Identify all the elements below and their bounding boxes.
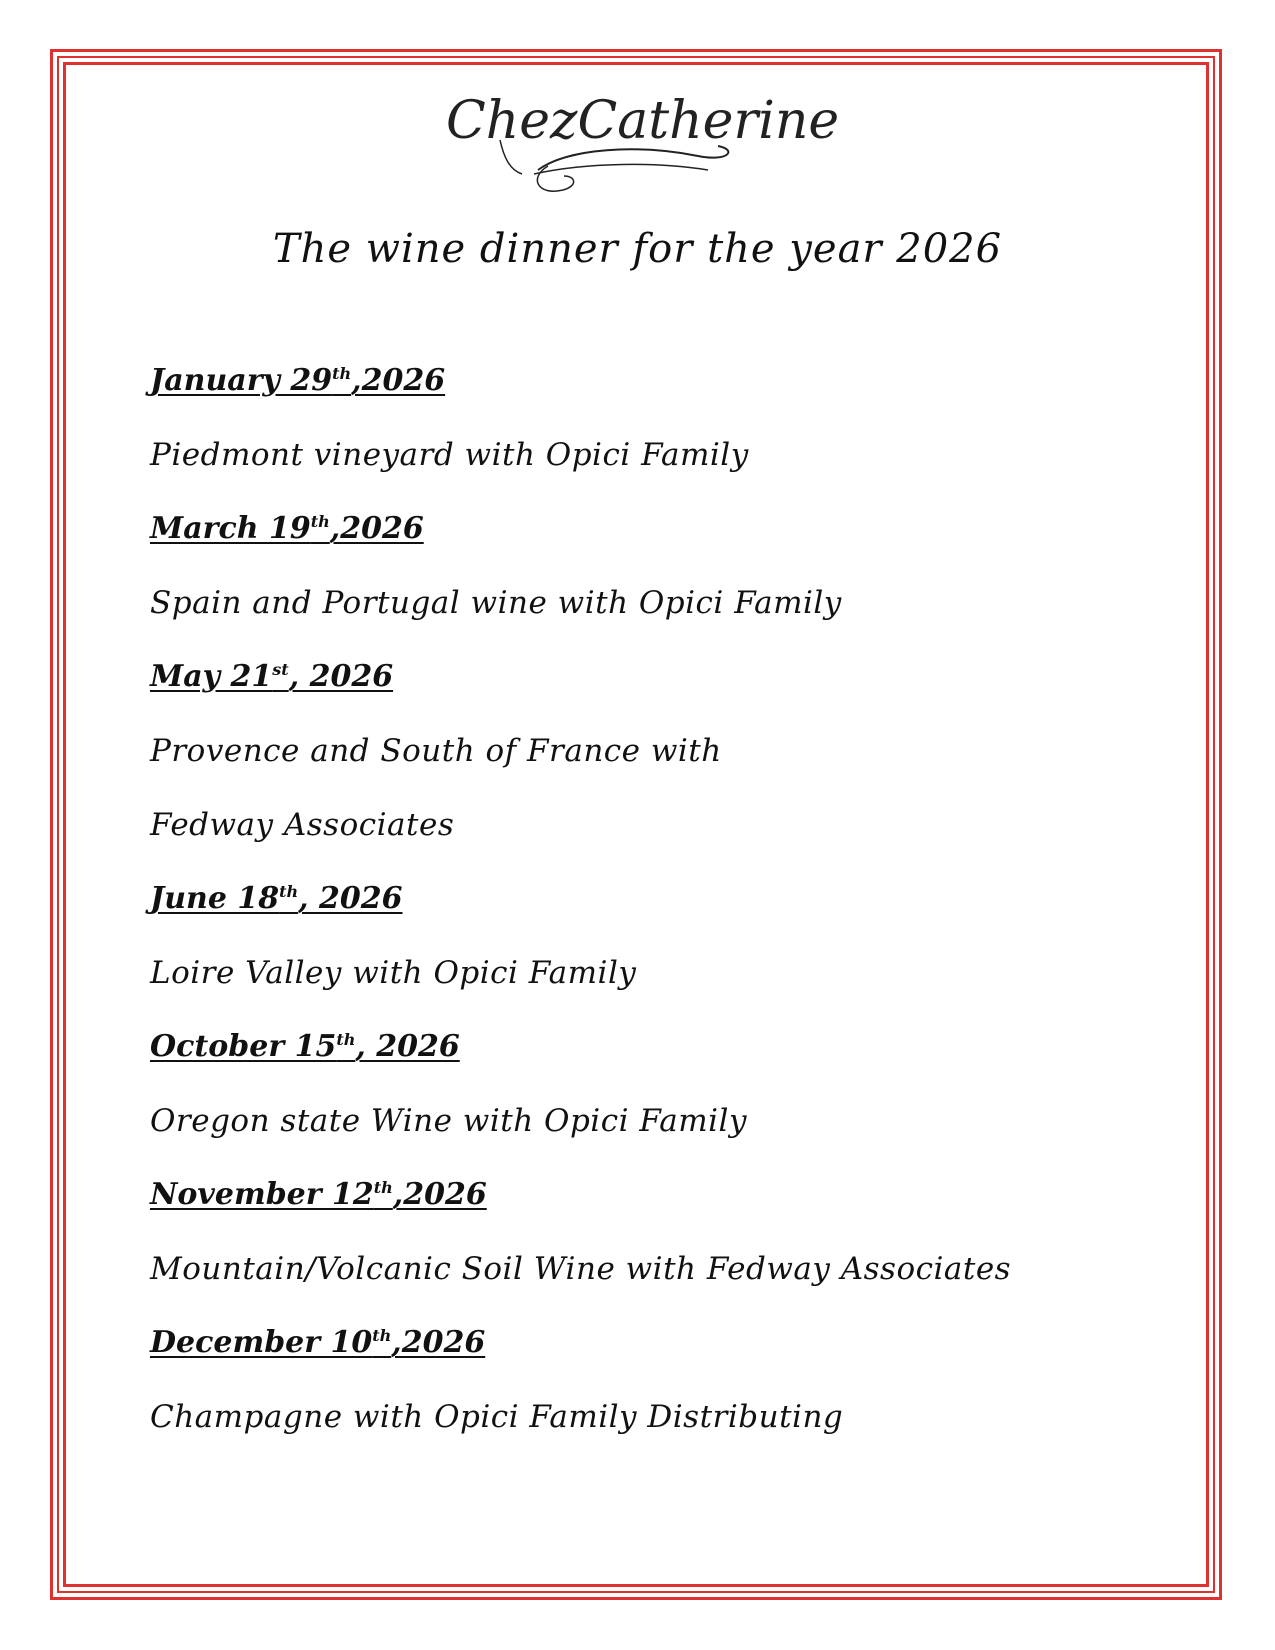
- page-title: The wine dinner for the year 2026: [272, 226, 1003, 272]
- event-description: Piedmont vineyard with Opici Family: [150, 437, 749, 473]
- event-date-text: [150, 1325, 485, 1360]
- event-date-main: October 15: [150, 1029, 337, 1064]
- wine-dinner-list: [150, 362, 1170, 1472]
- event-date: [150, 1176, 1170, 1214]
- event-date-text: [150, 363, 445, 398]
- event-date-year: ,2026: [351, 363, 446, 398]
- event-description: Loire Valley with Opici Family: [150, 955, 637, 991]
- logo-flourish-middle: [534, 164, 708, 174]
- event-date: [150, 1324, 1170, 1362]
- event-date-year: , 2026: [355, 1029, 460, 1064]
- event-date-suffix: th: [336, 1030, 356, 1049]
- event-date: [150, 658, 1170, 696]
- event-date-main: November 12: [150, 1177, 374, 1212]
- event-description: Provence and South of France with: [150, 733, 722, 769]
- event-date: [150, 510, 1170, 548]
- event-date-year: ,2026: [391, 1325, 486, 1360]
- logo-wordmark: ChezCatherine: [446, 91, 840, 151]
- event-date-text: [150, 881, 403, 916]
- event-date-suffix: th: [332, 364, 352, 383]
- event-description: Mountain/Volcanic Soil Wine with Fedway Associates: [150, 1251, 1012, 1287]
- event-description: Oregon state Wine with Opici Family: [150, 1103, 747, 1139]
- event-date-main: June 18: [150, 881, 280, 916]
- event-date: [150, 362, 1170, 400]
- event-date-year: ,2026: [392, 1177, 487, 1212]
- event-date-year: ,2026: [329, 511, 424, 546]
- event-date-main: December 10: [150, 1325, 373, 1360]
- event-date-text: [150, 659, 393, 694]
- event-date-text: [150, 1029, 460, 1064]
- event-description: Fedway Associates: [150, 807, 455, 843]
- event-date-year: , 2026: [288, 659, 394, 694]
- event-date: [150, 1028, 1170, 1066]
- event-date-main: January 29: [150, 363, 333, 398]
- event-date-text: [150, 511, 424, 546]
- event-date-suffix: st: [272, 660, 289, 679]
- chez-catherine-logo: [438, 78, 840, 208]
- event-description: Champagne with Opici Family Distributing: [150, 1399, 844, 1435]
- event-date-suffix: th: [310, 512, 330, 531]
- event-date-suffix: th: [279, 882, 299, 901]
- event-date-suffix: th: [373, 1178, 393, 1197]
- event-date-main: March 19: [150, 511, 311, 546]
- event-date-main: May 21: [150, 659, 273, 694]
- event-date: [150, 880, 1170, 918]
- event-date-year: , 2026: [298, 881, 403, 916]
- event-date-suffix: th: [372, 1326, 392, 1345]
- event-description: Spain and Portugal wine with Opici Family: [150, 585, 842, 621]
- event-date-text: [150, 1177, 487, 1212]
